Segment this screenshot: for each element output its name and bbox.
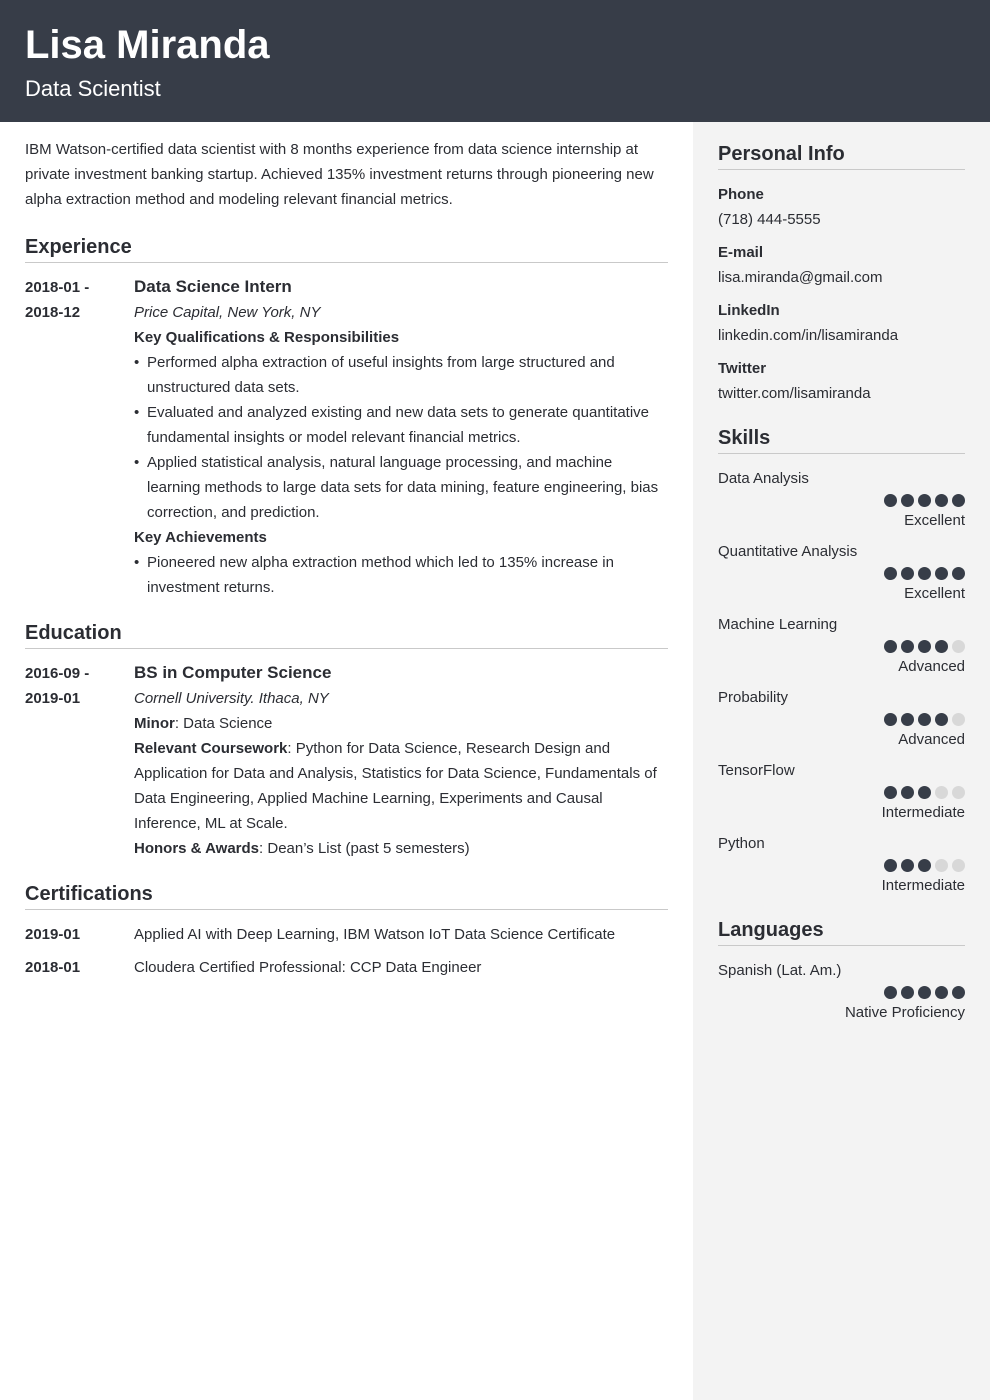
rating-dots: [718, 786, 965, 800]
personal-info-section: [718, 141, 965, 406]
rating-dot-filled: [935, 494, 948, 507]
rating-dots: [718, 986, 965, 1000]
rating-dots: [718, 713, 965, 727]
rated-item: [718, 958, 965, 1025]
experience-section: [25, 234, 668, 600]
minor-label: Minor: [134, 715, 175, 732]
rated-item: [718, 831, 965, 898]
job-title: Data Scientist: [25, 76, 161, 101]
achievements-list: [134, 550, 668, 600]
skills-list: [718, 466, 965, 898]
minor-value: : Data Science: [174, 715, 273, 732]
education-school: Cornell University. Ithaca, NY: [134, 690, 329, 707]
list-item: • Evaluated and analyzed existing and new data sets to generate quantitative fundamental insights or model relevant financial metrics.: [134, 400, 668, 450]
education-body: [134, 661, 668, 861]
certification-row: [25, 955, 668, 980]
rated-item: [718, 539, 965, 606]
rating-dot-empty: [935, 859, 948, 872]
rated-item: [718, 758, 965, 825]
education-date-end: 2019-01: [25, 690, 81, 707]
rating-dot-filled: [884, 859, 897, 872]
candidate-name: Lisa Miranda: [25, 23, 270, 67]
experience-date-start: 2018-01 -: [25, 279, 90, 296]
rating-dot-filled: [935, 986, 948, 999]
rating-dot-empty: [952, 859, 965, 872]
list-item: • Performed alpha extraction of useful insights from large structured and unstructured data sets.: [134, 350, 668, 400]
rating-dots: [718, 640, 965, 654]
experience-dates: [25, 275, 134, 600]
education-dates: [25, 661, 134, 861]
twitter-value: twitter.com/lisamiranda: [718, 385, 871, 402]
experience-company: Price Capital, New York, NY: [134, 304, 321, 321]
linkedin-label: LinkedIn: [718, 302, 780, 319]
rated-item: [718, 466, 965, 533]
rated-item-name: TensorFlow: [718, 762, 795, 779]
rating-dot-filled: [952, 567, 965, 580]
phone-value: (718) 444-5555: [718, 211, 821, 228]
education-heading: Education: [25, 620, 668, 649]
rated-item-level: Intermediate: [881, 804, 965, 821]
twitter-label: Twitter: [718, 360, 767, 377]
rating-dot-filled: [901, 859, 914, 872]
experience-entry: [25, 275, 668, 600]
education-degree: BS in Computer Science: [134, 663, 332, 682]
rated-item-name: Spanish (Lat. Am.): [718, 962, 842, 979]
rating-dot-filled: [901, 640, 914, 653]
rated-item-level: Advanced: [898, 658, 965, 675]
rated-item-name: Quantitative Analysis: [718, 543, 858, 560]
languages-section: [718, 917, 965, 1025]
linkedin-value: linkedin.com/in/lisamiranda: [718, 327, 899, 344]
education-minor: [134, 711, 668, 736]
experience-heading: Experience: [25, 234, 668, 263]
rating-dots: [718, 494, 965, 508]
rated-item-level: Intermediate: [881, 877, 965, 894]
certification-name: Applied AI with Deep Learning, IBM Watson IoT Data Science Certificate: [134, 926, 616, 943]
list-item: • Applied statistical analysis, natural language processing, and machine learning methods to large data sets for data mining, feature engineering, bias correction, and prediction.: [134, 450, 668, 525]
rating-dot-filled: [935, 713, 948, 726]
rating-dot-filled: [918, 640, 931, 653]
rating-dot-filled: [901, 494, 914, 507]
rated-item-name: Python: [718, 835, 765, 852]
honors-value: : Dean’s List (past 5 semesters): [259, 840, 470, 857]
email-label: E-mail: [718, 244, 764, 261]
responsibilities-list: [134, 350, 668, 525]
rating-dot-filled: [884, 786, 897, 799]
rating-dot-filled: [901, 713, 914, 726]
rating-dot-filled: [884, 713, 897, 726]
rating-dot-empty: [952, 713, 965, 726]
list-item: • Pioneered new alpha extraction method which led to 135% increase in investment returns.: [134, 550, 668, 600]
certification-name: Cloudera Certified Professional: CCP Data Engineer: [134, 959, 482, 976]
experience-role: Data Science Intern: [134, 277, 292, 296]
email-value: lisa.miranda@gmail.com: [718, 269, 883, 286]
rated-item-level: Advanced: [898, 731, 965, 748]
rating-dot-filled: [884, 640, 897, 653]
rating-dot-empty: [952, 640, 965, 653]
rating-dot-filled: [901, 986, 914, 999]
rating-dot-filled: [901, 786, 914, 799]
rated-item-level: Native Proficiency: [844, 1004, 965, 1021]
certification-date: 2019-01: [25, 926, 81, 943]
education-coursework: [134, 736, 668, 836]
personal-info-heading: Personal Info: [718, 141, 965, 170]
skills-heading: Skills: [718, 425, 965, 454]
certifications-heading: Certifications: [25, 881, 668, 910]
education-honors: [134, 836, 668, 861]
rating-dot-filled: [884, 494, 897, 507]
rating-dot-filled: [918, 786, 931, 799]
sidebar: [718, 141, 965, 1044]
honors-label: Honors & Awards: [134, 840, 260, 857]
education-entry: [25, 661, 668, 861]
rating-dot-filled: [884, 986, 897, 999]
rating-dot-filled: [918, 494, 931, 507]
rating-dots: [718, 567, 965, 581]
coursework-value: : Python for Data Science, Research Design and Application for Data and Analysis, Statistics for Data Science, Fundamentals of Data Engineering, Applied Machine Learning, Experiments and Causal Inference, ML at Scale.: [134, 740, 657, 832]
skills-section: [718, 425, 965, 898]
rated-item: [718, 685, 965, 752]
rating-dot-filled: [901, 567, 914, 580]
phone-label: Phone: [718, 186, 764, 203]
rated-item-name: Probability: [718, 689, 789, 706]
certification-row: [25, 922, 668, 947]
responsibilities-heading: Key Qualifications & Responsibilities: [134, 329, 400, 346]
rating-dot-filled: [884, 567, 897, 580]
certification-date: 2018-01: [25, 959, 81, 976]
education-section: [25, 620, 668, 861]
rating-dot-empty: [935, 786, 948, 799]
languages-list: [718, 958, 965, 1025]
education-date-start: 2016-09 -: [25, 665, 90, 682]
experience-date-end: 2018-12: [25, 304, 81, 321]
resume-header: [0, 0, 990, 122]
rating-dot-filled: [918, 713, 931, 726]
achievements-heading: Key Achievements: [134, 529, 267, 546]
rating-dot-empty: [952, 786, 965, 799]
main-column: [25, 137, 668, 988]
rated-item-level: Excellent: [904, 512, 965, 529]
rating-dot-filled: [952, 986, 965, 999]
rated-item: [718, 612, 965, 679]
rating-dot-filled: [918, 567, 931, 580]
experience-body: [134, 275, 668, 600]
rating-dot-filled: [935, 640, 948, 653]
languages-heading: Languages: [718, 917, 965, 946]
rating-dot-filled: [918, 986, 931, 999]
summary: IBM Watson-certified data scientist with 8 months experience from data science internship at private investment banking startup. Achieved 135% investment returns through pioneering new alpha extraction method and modeling relevant financial metrics.: [25, 141, 654, 208]
rating-dot-filled: [935, 567, 948, 580]
rated-item-level: Excellent: [904, 585, 965, 602]
rating-dot-filled: [952, 494, 965, 507]
rated-item-name: Machine Learning: [718, 616, 838, 633]
rating-dots: [718, 859, 965, 873]
certifications-section: [25, 881, 668, 980]
rated-item-name: Data Analysis: [718, 470, 809, 487]
rating-dot-filled: [918, 859, 931, 872]
coursework-label: Relevant Coursework: [134, 740, 288, 757]
